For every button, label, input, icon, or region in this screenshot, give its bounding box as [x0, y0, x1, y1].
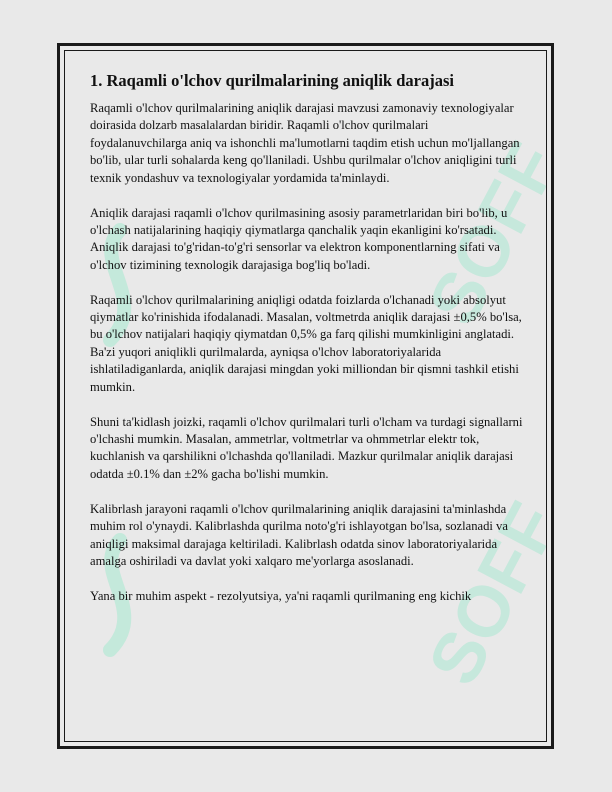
paragraph-2: Aniqlik darajasi raqamli o'lchov qurilmasining asosiy parametrlaridan biri bo'lib, u o'lchash natijalarining haqiqiy qiymatlarga qanchalik yaqin ekanligini ko'rsatadi. Aniqlik darajasi to'g'ridan-to'g'ri sensorlar va elektron komponentlarning sifati va o'lchov tizimining texnologik darajasiga bog'liq bo'ladi.: [90, 205, 508, 272]
document-body: [90, 70, 526, 623]
watermark-text-1: SOFF: [413, 130, 575, 338]
paragraph-5: Kalibrlash jarayoni raqamli o'lchov qurilmalarining aniqlik darajasini ta'minlashda muhim rol o'ynaydi. Kalibrlashda qurilma noto'g'ri ishlayotgan bo'lsa, sozlanadi va aniqligi maksimal darajaga keltiriladi. Kalibrlash odatda sinov laboratoriyalarida amalga oshiriladi va davlat yoki xalqaro me'yorlarga asoslanadi.: [90, 501, 508, 568]
paragraph-6: Yana bir muhim aspekt - rezolyutsiya, ya'ni raqamli qurilmaning eng kichik: [90, 588, 472, 603]
paragraph-4: Shuni ta'kidlash joizki, raqamli o'lchov qurilmalari turli o'lcham va turdagi signallarni o'lchashi mumkin. Masalan, ammetrlar, voltmetrlar va ohmmetrlar elektr tok, kuchlanish va qarshilikni o'lchashda qo'llaniladi. Mazkur qurilmalar aniqlik darajasi odatda ±0.1% dan ±2% gacha bo'lishi mumkin.: [90, 414, 523, 481]
paragraph-1: Raqamli o'lchov qurilmalarining aniqlik darajasi mavzusi zamonaviy texnologiyalar doirasida dolzarb masalalardan biridir. Raqamli o'lchov qurilmalari foydalanuvchilarga aniq va ishonchli ma'lumotlarni taqdim etish uchun mo'ljallangan bo'lib, ular turli sohalarda keng qo'llaniladi. Ushbu qurilmalar o'lchov aniqligini turli texnik yondashuv va texnologiyalar yordamida ta'minlaydi.: [90, 101, 520, 185]
section-heading: 1. Raqamli o'lchov qurilmalarining aniqlik darajasi: [90, 71, 454, 90]
watermark-text-2: SOFF: [413, 490, 575, 698]
paragraph-3: Raqamli o'lchov qurilmalarining aniqligi odatda foizlarda o'lchanadi yoki absolyut qiymatlar ko'rinishida ifodalanadi. Masalan, voltmetrda aniqlik darajasi ±0,5% bo'lsa, bu o'lchov natijalari haqiqiy qiymatdan 0,5% ga farq qilishi mumkinligini anglatadi. Ba'zi yuqori aniqlikli qurilmalarda, ayniqsa o'lchov laboratoriyalarida ishlatiladiganlarda, aniqlik darajasi mingdan yoki milliondan bir qismni tashkil etishi mumkin.: [90, 292, 522, 394]
